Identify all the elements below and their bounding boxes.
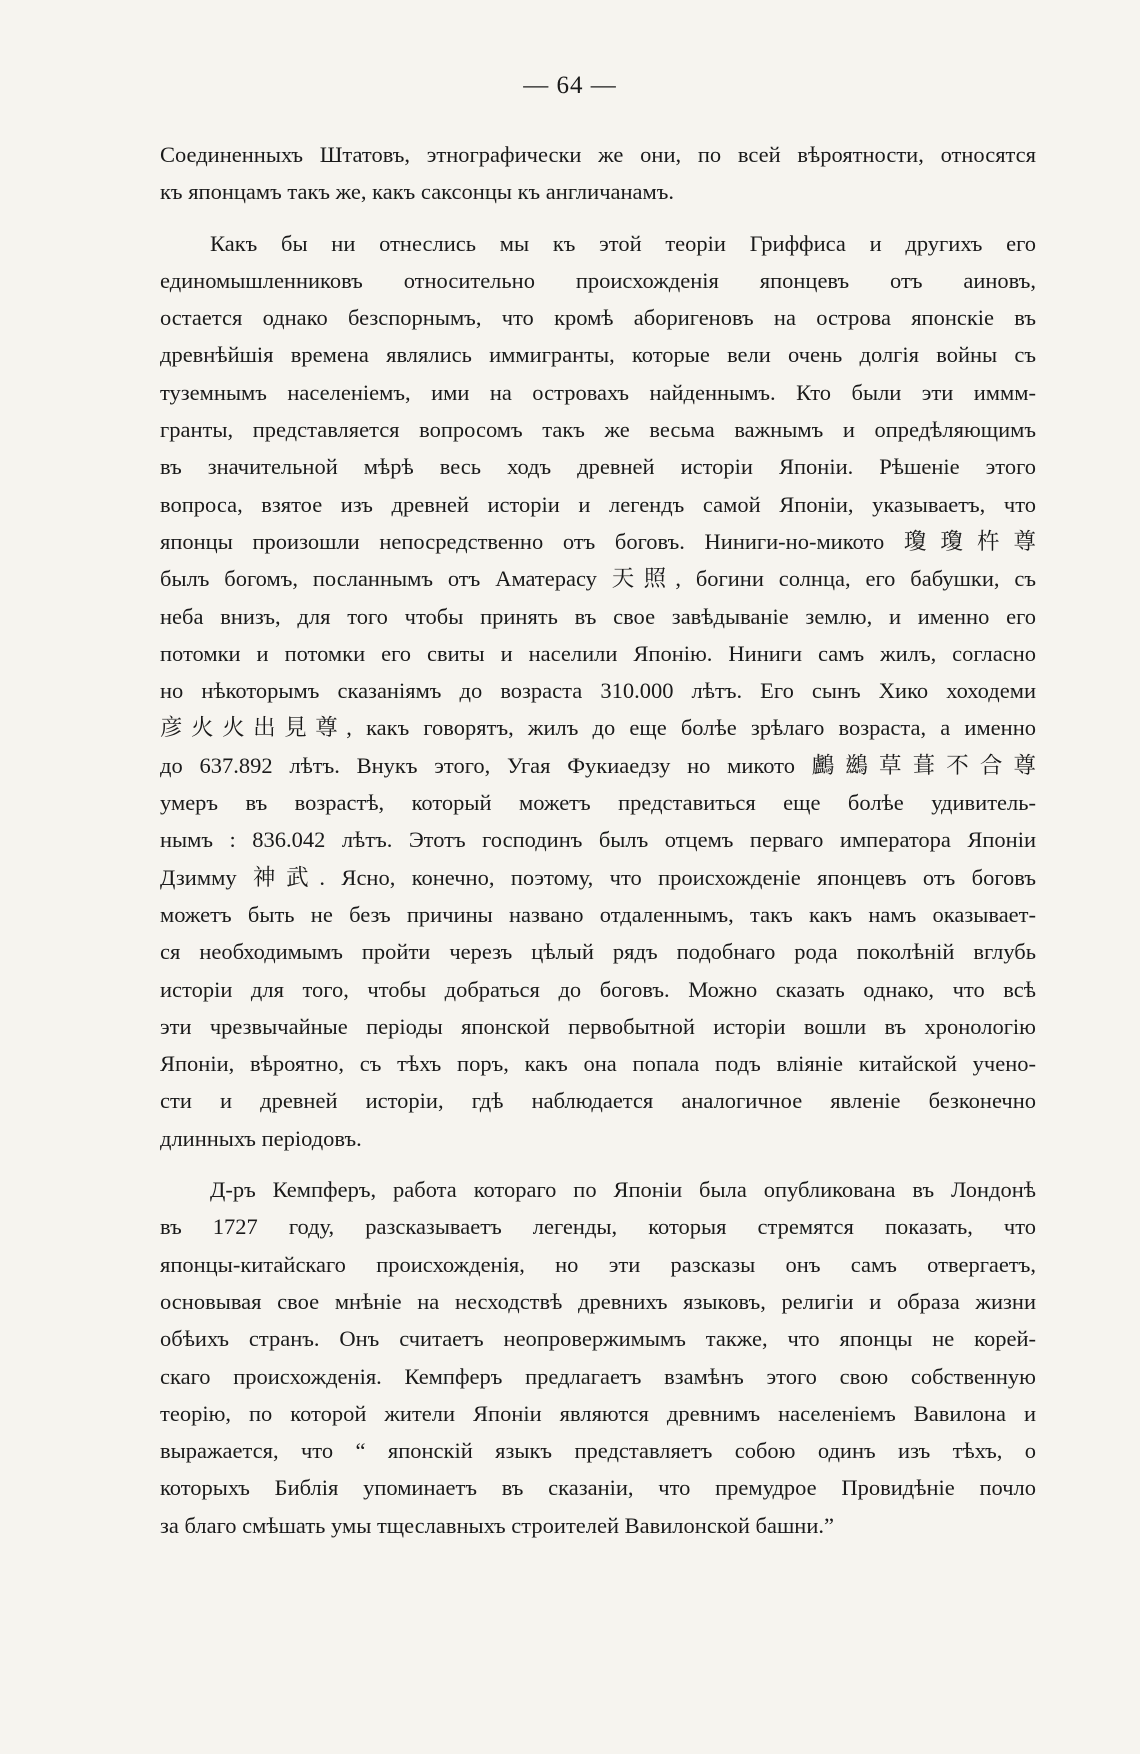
text-line: выражается, что “ японскій языкъ представляетъ собою одинъ изъ тѣхъ, о <box>160 1438 1036 1464</box>
text-line: сти и древней исторіи, гдѣ наблюдается аналогичное явленіе безконечно <box>160 1088 1036 1114</box>
text-line: но нѣкоторымъ сказаніямъ до возраста 310.000 лѣтъ. Его сынъ Хико хоходеми <box>160 678 1036 704</box>
text-line: Соединенныхъ Штатовъ, этнографически же они, по всей вѣроятности, относятся <box>160 142 1036 167</box>
paragraph-2 <box>160 225 1036 1157</box>
text-line: ся необходимымъ пройти черезъ цѣлый рядъ подобнаго рода поколѣній вглубь <box>160 939 1036 965</box>
text-line: Д-ръ Кемпферъ, работа котораго по Японіи была опубликована въ Лондонѣ <box>210 1177 1036 1203</box>
text-line: былъ богомъ, посланнымъ отъ Аматерасу 天照, богини солнца, его бабушки, съ <box>160 566 1036 592</box>
text-line: обѣихъ странъ. Онъ считаетъ неопровержимымъ также, что японцы не корей- <box>160 1326 1036 1352</box>
text-line: потомки и потомки его свиты и населили Японію. Ниниги самъ жилъ, согласно <box>160 640 1036 666</box>
text-line: теорію, по которой жители Японіи являются древнимъ населеніемъ Вавилона и <box>160 1400 1036 1426</box>
text-line: эти чрезвычайные періоды японской первобытной исторіи вошли въ хронологію <box>160 1013 1036 1039</box>
text-line: къ японцамъ такъ же, какъ саксонцы къ англичанамъ. <box>160 179 675 205</box>
paragraph-1 <box>160 136 1036 211</box>
text-line: единомышленниковъ относительно происхожденія японцевъ отъ аиновъ, <box>160 267 1036 293</box>
text-line: 彦火火出見尊, какъ говорятъ, жилъ до еще болѣе зрѣлаго возраста, а именно <box>160 715 1036 741</box>
body-text <box>160 136 1036 1544</box>
text-line: длинныхъ періодовъ. <box>160 1125 362 1151</box>
text-line: умеръ въ возрастѣ, который можетъ представиться еще болѣе удивитель- <box>160 790 1036 816</box>
text-line: Какъ бы ни отнеслись мы къ этой теоріи Гриффиса и другихъ его <box>210 230 1036 256</box>
text-line: за благо смѣшать умы тщеславныхъ строителей Вавилонской башни.” <box>160 1512 834 1538</box>
paragraph-3 <box>160 1171 1036 1544</box>
text-line: которыхъ Библія упоминаетъ въ сказаніи, что премудрое Провидѣніе почло <box>160 1475 1036 1501</box>
text-line: скаго происхожденія. Кемпферъ предлагаетъ взамѣнъ этого свою собственную <box>160 1363 1036 1389</box>
text-line: японцы произошли непосредственно отъ боговъ. Ниниги-но-микото 瓊瓊杵尊 <box>160 528 1036 554</box>
text-line: нымъ : 836.042 лѣтъ. Этотъ господинъ былъ отцемъ перваго императора Японіи <box>160 827 1036 853</box>
text-line: древнѣйшія времена являлись иммигранты, которые вели очень долгія войны съ <box>160 342 1036 368</box>
text-line: до 637.892 лѣтъ. Внукъ этого, Угая Фукиаедзу но микото 鸕鷀草葺不合尊 <box>160 752 1036 778</box>
text-line: неба внизъ, для того чтобы принять въ свое завѣдываніе землю, и именно его <box>160 603 1036 629</box>
text-line: Японіи, вѣроятно, съ тѣхъ поръ, какъ она попала подъ вліяніе китайской учено- <box>160 1051 1036 1077</box>
text-line: можетъ быть не безъ причины названо отдаленнымъ, такъ какъ намъ оказывает- <box>160 901 1036 927</box>
page-number: — 64 — <box>523 72 617 99</box>
text-line: основывая свое мнѣніе на несходствѣ древнихъ языковъ, религіи и образа жизни <box>160 1288 1036 1314</box>
text-line: остается однако безспорнымъ, что кромѣ аборигеновъ на острова японскіе въ <box>160 305 1036 331</box>
text-line: исторіи для того, чтобы добраться до боговъ. Можно сказать однако, что всѣ <box>160 976 1036 1002</box>
text-line: Дзимму 神武. Ясно, конечно, поэтому, что происхожденіе японцевъ отъ боговъ <box>160 864 1036 890</box>
text-line: японцы-китайскаго происхожденія, но эти разсказы онъ самъ отвергаетъ, <box>160 1251 1036 1277</box>
text-line: въ 1727 году, разсказываетъ легенды, которыя стремятся показать, что <box>160 1214 1036 1240</box>
text-line: вопроса, взятое изъ древней исторіи и легендъ самой Японіи, указываетъ, что <box>160 491 1036 517</box>
text-line: туземнымъ населеніемъ, ими на островахъ найденнымъ. Кто были эти иммм- <box>160 379 1036 405</box>
text-line: въ значительной мѣрѣ весь ходъ древней исторіи Японіи. Рѣшеніе этого <box>160 454 1036 480</box>
text-line: гранты, представляется вопросомъ такъ же весьма важнымъ и опредѣляющимъ <box>160 417 1036 443</box>
